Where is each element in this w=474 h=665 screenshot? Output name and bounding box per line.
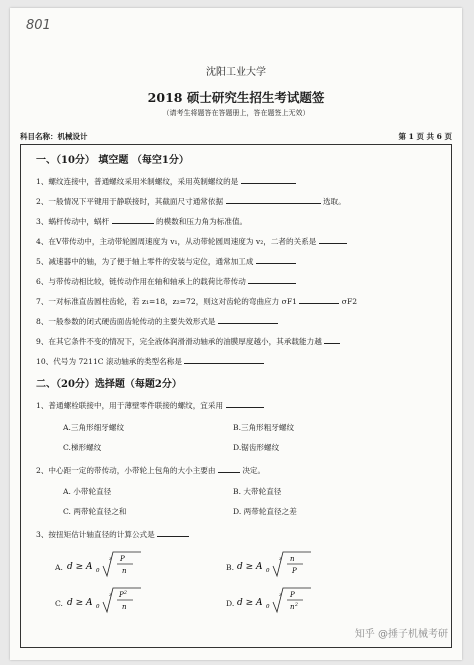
section2-heading: 二、（20分）选择题（每题2分） bbox=[36, 379, 182, 390]
svg-text:P: P bbox=[120, 555, 125, 563]
fill-question-8: 8、一般参数的闭式硬齿面齿轮传动的主要失效形式是 bbox=[36, 315, 278, 327]
svg-text:d ≥ A: d ≥ A bbox=[237, 562, 263, 572]
svg-text:3: 3 bbox=[279, 556, 282, 561]
fill-question-10: 10、代号为 7211C 滚动轴承的类型名称是 bbox=[36, 355, 264, 367]
svg-text:P: P bbox=[290, 591, 295, 599]
svg-text:3: 3 bbox=[279, 592, 282, 597]
option-a: A. 小带轮直径 bbox=[63, 487, 112, 496]
answer-blank bbox=[218, 315, 278, 324]
option-c: C. 两带轮直径之和 bbox=[63, 507, 127, 516]
svg-text:0: 0 bbox=[266, 604, 270, 610]
formula-c bbox=[67, 585, 145, 615]
choice-question-3: 3、按扭矩估计轴直径的计算公式是 bbox=[36, 528, 189, 540]
formula-d bbox=[237, 585, 315, 615]
svg-text:2: 2 bbox=[295, 603, 298, 608]
question-frame bbox=[20, 144, 452, 648]
fill-question-3: 3、蜗杆传动中，蜗杆 的模数和压力角为标准值。 bbox=[36, 217, 248, 226]
svg-text:P: P bbox=[292, 567, 297, 575]
option-d: D.锯齿形螺纹 bbox=[233, 443, 280, 452]
svg-text:n: n bbox=[290, 603, 295, 611]
exam-note: （请考生将题答在答题册上，答在题签上无效） bbox=[162, 109, 310, 117]
svg-text:n: n bbox=[290, 555, 295, 563]
answer-blank bbox=[184, 355, 264, 364]
formula-b bbox=[237, 549, 315, 579]
svg-text:n: n bbox=[122, 603, 127, 611]
answer-blank bbox=[157, 528, 189, 537]
handwritten-number: 801 bbox=[26, 18, 51, 33]
option-d: D. bbox=[226, 599, 235, 608]
option-a: A. bbox=[55, 563, 63, 572]
answer-blank bbox=[241, 175, 296, 184]
answer-blank bbox=[226, 195, 321, 204]
option-d: D. 两带轮直径之差 bbox=[233, 507, 297, 516]
choice-question-1: 1、普通螺栓联接中，用于薄壁零件联接的螺纹，宜采用 bbox=[36, 399, 264, 411]
svg-text:d ≥ A: d ≥ A bbox=[67, 598, 93, 608]
svg-text:3: 3 bbox=[109, 592, 112, 597]
university-name: 沈阳工业大学 bbox=[206, 67, 266, 78]
svg-text:0: 0 bbox=[96, 568, 100, 574]
svg-text:3: 3 bbox=[109, 556, 112, 561]
formula-a bbox=[67, 549, 145, 579]
option-c: C.梯形螺纹 bbox=[63, 443, 102, 452]
svg-text:0: 0 bbox=[266, 568, 270, 574]
option-b: B. bbox=[226, 563, 234, 572]
option-b: B. 大带轮直径 bbox=[233, 487, 282, 496]
option-a: A.三角形细牙螺纹 bbox=[63, 423, 125, 432]
fill-question-6: 6、与带传动相比较，链传动作用在轴和轴承上的载荷比带传动 bbox=[36, 275, 296, 287]
fill-question-5: 5、减速器中的轴，为了便于轴上零件的安装与定位，通常加工成 bbox=[36, 255, 296, 267]
fill-question-4: 4、在V带传动中，主动带轮圆周速度为 v₁，从动带轮圆周速度为 v₂，二者的关系是 bbox=[36, 235, 347, 247]
answer-blank bbox=[248, 275, 296, 284]
answer-blank bbox=[226, 399, 264, 408]
answer-blank bbox=[256, 255, 296, 264]
option-c: C. bbox=[55, 599, 63, 608]
page-info: 第 1 页 共 6 页 bbox=[398, 132, 452, 141]
watermark: 知乎 @捶子机械考研 bbox=[354, 629, 448, 640]
subject-label: 科目名称：机械设计 bbox=[20, 132, 88, 141]
svg-text:d ≥ A: d ≥ A bbox=[237, 598, 263, 608]
choice-question-2: 2、中心距一定的带传动，小带轮上包角的大小主要由 决定。 bbox=[36, 466, 266, 475]
answer-blank bbox=[112, 215, 154, 224]
option-b: B.三角形粗牙螺纹 bbox=[233, 423, 295, 432]
answer-blank bbox=[299, 295, 339, 304]
fill-question-7: 7、一对标准直齿圆柱齿轮，若 z₁=18，z₂=72，则这对齿轮的弯曲应力 σF1 σF2 bbox=[36, 297, 358, 306]
answer-blank bbox=[324, 335, 340, 344]
svg-text:2: 2 bbox=[124, 591, 127, 596]
fill-question-2: 2、一般情况下平键用于静联接时，其截面尺寸通常依据 选取。 bbox=[36, 197, 346, 206]
svg-text:0: 0 bbox=[96, 604, 100, 610]
svg-text:d ≥ A: d ≥ A bbox=[67, 562, 93, 572]
exam-sheet bbox=[10, 8, 462, 660]
svg-text:P: P bbox=[119, 591, 124, 599]
fill-question-1: 1、螺纹连接中，普通螺纹采用米制螺纹，采用英制螺纹的是 bbox=[36, 175, 296, 187]
section1-heading: 一、（10分） 填空题 （每空1分） bbox=[36, 155, 189, 166]
answer-blank bbox=[319, 235, 347, 244]
subject-header bbox=[20, 131, 452, 143]
answer-blank bbox=[218, 464, 240, 473]
svg-text:n: n bbox=[122, 567, 127, 575]
exam-title: 2018 硕士研究生招生考试题签 bbox=[147, 90, 325, 105]
fill-question-9: 9、在其它条件不变的情况下，完全液体润滑滑动轴承的油膜厚度越小，其承载能力越 bbox=[36, 335, 340, 347]
